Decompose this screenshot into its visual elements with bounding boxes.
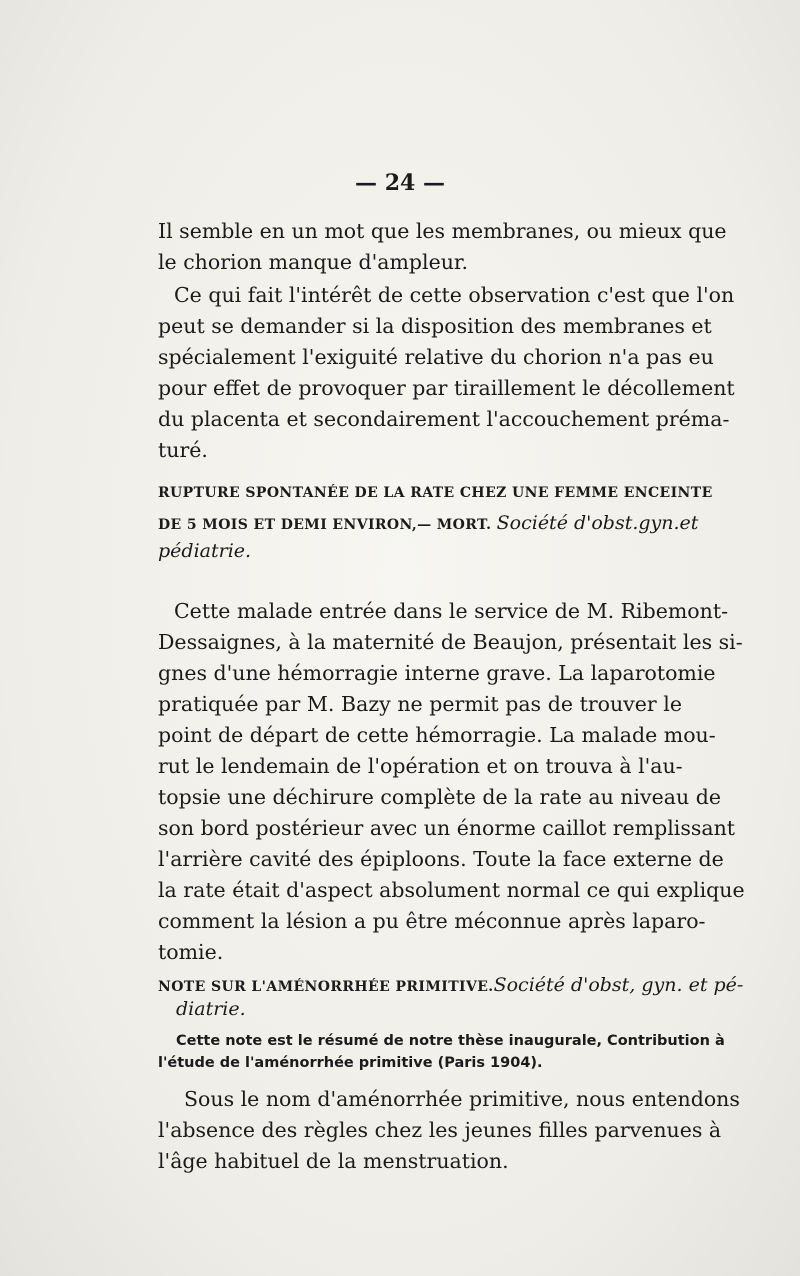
text-line: l'absence des règles chez les jeunes filles parvenues à: [158, 1118, 722, 1142]
text-line: son bord postérieur avec un énorme caillot remplissant: [158, 816, 736, 840]
journal-citation: Société d'obst, gyn. et pé-: [493, 974, 744, 996]
text-line: turé.: [158, 438, 208, 462]
heading-caps: DE 5 MOIS ET DEMI ENVIRON,— MORT.: [158, 517, 492, 533]
section-heading-rupture-line2: [158, 510, 699, 538]
text-line: topsie une déchirure complète de la rate au niveau de: [158, 785, 721, 809]
footnote-line: l'étude de l'aménorrhée primitive (Paris 1904).: [158, 1055, 543, 1071]
heading-caps: RUPTURE SPONTANÉE DE LA RATE CHEZ UNE FEMME ENCEINTE: [158, 485, 713, 501]
footnote-line: Cette note est le résumé de notre thèse inaugurale, Contribution à: [176, 1033, 725, 1049]
text-line: Cette malade entrée dans le service de M. Ribemont-: [174, 599, 729, 623]
text-line: point de départ de cette hémorragie. La malade mou-: [158, 723, 716, 747]
text-line: le chorion manque d'ampleur.: [158, 250, 468, 274]
page-number: — 24 —: [355, 170, 445, 196]
text-line: gnes d'une hémorragie interne grave. La laparotomie: [158, 661, 716, 685]
journal-citation: diatrie.: [176, 998, 246, 1020]
text-line: la rate était d'aspect absolument normal ce qui explique: [158, 878, 745, 902]
text-line: du placenta et secondairement l'accouchement préma-: [158, 407, 730, 431]
text-line: comment la lésion a pu être méconnue après laparo-: [158, 909, 706, 933]
text-line: rut le lendemain de l'opération et on trouva à l'au-: [158, 754, 683, 778]
text-line: l'âge habituel de la menstruation.: [158, 1149, 509, 1173]
section-heading-rupture-line3: [158, 538, 688, 566]
journal-citation: Société d'obst.gyn.et: [496, 512, 699, 534]
text-line: spécialement l'exiguité relative du chorion n'a pas eu: [158, 345, 714, 369]
text-line: Il semble en un mot que les membranes, ou mieux que: [158, 219, 727, 243]
text-line: tomie.: [158, 940, 224, 964]
journal-citation: pédiatrie.: [158, 540, 252, 562]
text-line: Ce qui fait l'intérêt de cette observation c'est que l'on: [174, 283, 735, 307]
section-heading-amenorrhee-line2: [176, 996, 706, 1024]
text-line: peut se demander si la disposition des membranes et: [158, 314, 712, 338]
section-heading-rupture: [158, 480, 713, 506]
text-line: Sous le nom d'aménorrhée primitive, nous entendons: [184, 1087, 740, 1111]
text-line: Dessaignes, à la maternité de Beaujon, présentait les si-: [158, 630, 743, 654]
text-line: pratiquée par M. Bazy ne permit pas de trouver le: [158, 692, 682, 716]
heading-caps: NOTE SUR L'AMÉNORRHÉE PRIMITIVE.: [158, 979, 494, 995]
text-line: l'arrière cavité des épiploons. Toute la face externe de: [158, 847, 724, 871]
text-line: pour effet de provoquer par tiraillement le décollement: [158, 376, 735, 400]
